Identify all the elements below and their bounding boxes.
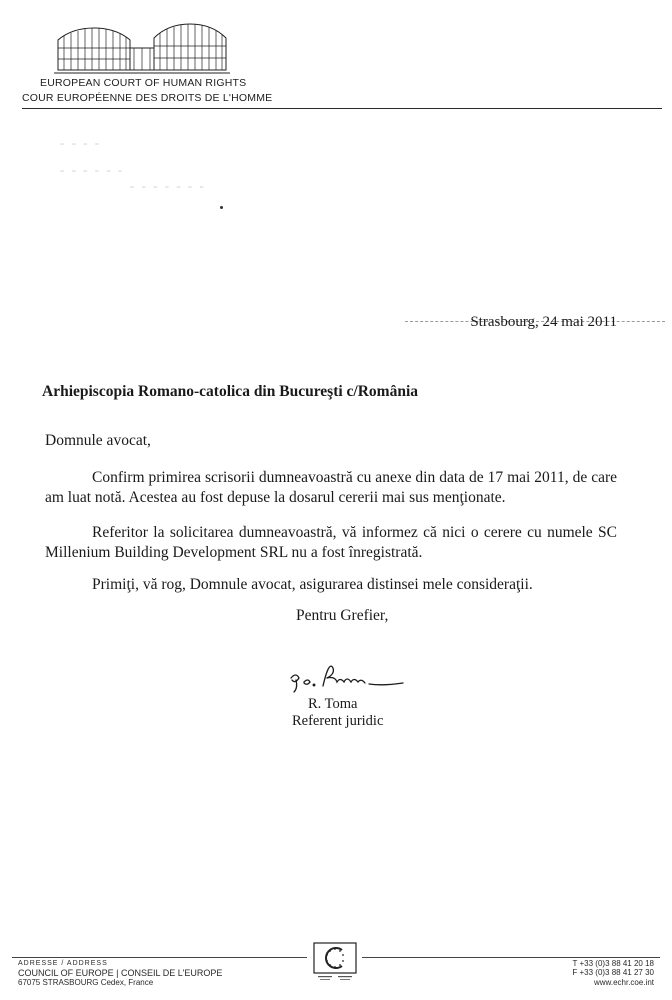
footer-fax: F +33 (0)3 88 41 27 30 <box>572 968 654 977</box>
case-subject: Arhiepiscopia Romano-catolica din Bucureşti c/România <box>42 383 419 400</box>
handwritten-signature <box>283 660 413 696</box>
footer-organisation: COUNCIL OF EUROPE | CONSEIL DE L'EUROPE <box>18 968 223 978</box>
footer-divider-left <box>12 957 307 958</box>
paragraph-request: Referitor la solicitarea dumneavoastră, vă informez că nici o cerere cu numele SC Millenium Building Development SRL nu a fost înregistrată. <box>45 524 617 561</box>
salutation: Domnule avocat, <box>45 432 151 449</box>
council-of-europe-logo <box>312 941 358 983</box>
footer-city: 67075 STRASBOURG Cedex, France <box>18 978 154 987</box>
paragraph-closing: Primiţi, vă rog, Domnule avocat, asigurarea distinsei mele consideraţii. <box>92 576 533 593</box>
paragraph-confirmation: Confirm primirea scrisorii dumneavoastră cu anexe din data de 17 mai 2011, de care am luat notă. Acestea au fost depuse la dosarul cererii mai sus menţionate. <box>45 469 617 506</box>
scan-residue: - - - - - - <box>60 162 125 177</box>
court-name-french: COUR EUROPÉENNE DES DROITS DE L'HOMME <box>22 92 273 104</box>
footer-divider-right <box>362 957 660 958</box>
footer-website: www.echr.coe.int <box>593 978 654 987</box>
signer-title: Referent juridic <box>292 713 384 729</box>
place-date: Strasbourg, 24 mai 2011 <box>470 314 617 330</box>
scan-residue: - - - - <box>60 135 102 150</box>
court-name-english: EUROPEAN COURT OF HUMAN RIGHTS <box>40 77 247 89</box>
signoff: Pentru Grefier, <box>296 607 389 624</box>
footer-phone: T +33 (0)3 88 41 20 18 <box>572 959 654 968</box>
signer-name: R. Toma <box>308 696 358 712</box>
scan-speck <box>220 206 223 209</box>
court-building-logo <box>52 18 232 78</box>
header-divider <box>22 108 662 109</box>
footer-address-label: ADRESSE / ADDRESS <box>18 960 108 967</box>
scan-residue: - - - - - - - <box>130 178 206 193</box>
